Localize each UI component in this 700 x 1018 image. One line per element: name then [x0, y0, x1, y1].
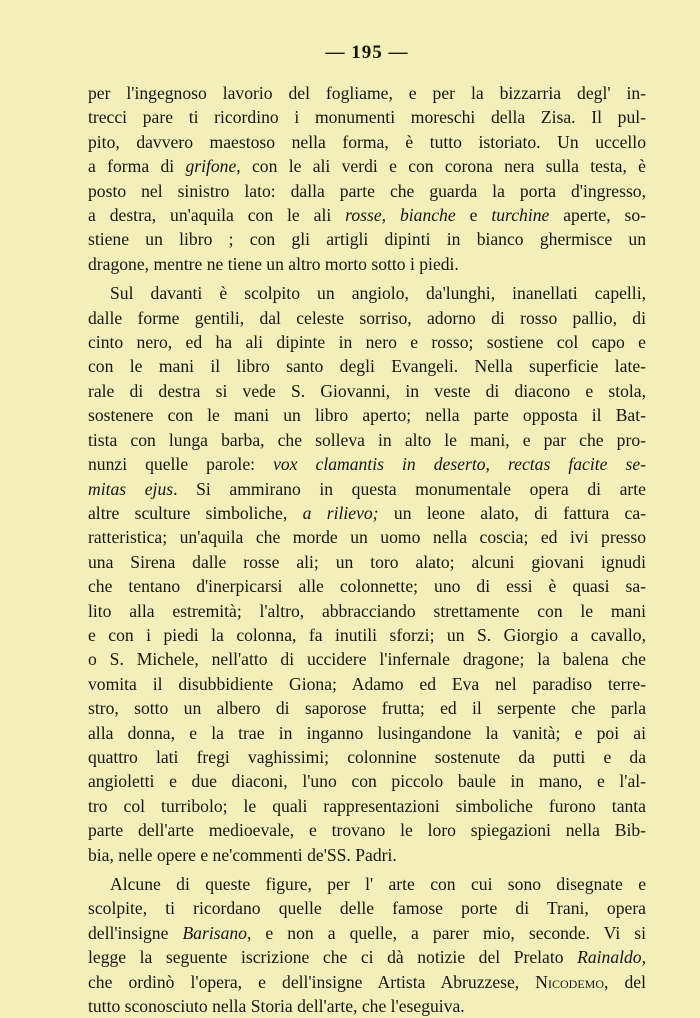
text-run: tista con lunga barba, che solleva in alto le mani, e par che pro-	[88, 429, 646, 450]
small-caps-name: Nicodemo	[535, 971, 605, 992]
text-run: bia, nelle opere e ne'commenti de'SS. Padri.	[88, 844, 397, 865]
text-run: per l'ingegnoso lavorio del fogliame, e per la bizzarria degl' in-	[88, 83, 646, 103]
italic-text: mitas ejus	[88, 478, 174, 499]
italic-text: vox clamantis in deserto, rectas facite se-	[273, 454, 646, 475]
text-line	[88, 623, 646, 647]
text-run: , e non a quelle, a parer mio, seconde. Vi si	[246, 922, 646, 943]
text-run: a destra, un'aquila con le ali	[88, 205, 346, 226]
text-run: aperte, so-	[549, 205, 647, 226]
text-line	[88, 379, 646, 403]
text-run: quattro lati fregi vaghissimi; colonnine sostenute da putti e da	[88, 746, 646, 767]
text-line	[88, 721, 646, 745]
text-run: legge la seguente iscrizione che ci dà notizie del Prelato	[88, 947, 578, 968]
text-line	[88, 599, 646, 623]
text-run: parte dell'arte medioevale, e trovano le loro spiegazioni nella Bib-	[88, 820, 646, 841]
text-line	[88, 745, 646, 769]
text-run: dalle forme gentili, dal celeste sorriso, adorno di rosso pallio, di	[88, 307, 646, 328]
text-line	[88, 994, 646, 1018]
text-run: cinto nero, ed ha ali dipinte in nero e rosso; sostiene col capo e	[88, 332, 646, 353]
text-run: o S. Michele, nell'atto di uccidere l'infernale dragone; la balena che	[88, 649, 646, 670]
text-line	[88, 306, 646, 330]
text-line	[88, 550, 646, 574]
text-run: stro, sotto un albero di saporose frutta; ed il serpente che parla	[88, 698, 646, 719]
paragraph	[88, 872, 646, 1018]
italic-text: rosse, bianche	[345, 205, 456, 226]
text-run: sostenere con le mani un libro aperto; nella parte opposta il Bat-	[88, 405, 646, 426]
text-run: pito, davvero maestoso nella forma, è tutto istoriato. Un uccello	[88, 131, 646, 152]
text-line	[88, 818, 646, 842]
text-run: , del	[604, 971, 646, 992]
text-run: , con le ali verdi e con corona nera sulla testa, è	[236, 156, 646, 177]
text-run: e con i piedi la colonna, fa inutili sforzi; un S. Giorgio a cavallo,	[88, 624, 646, 645]
paragraph	[88, 81, 646, 276]
italic-text: grifone	[185, 156, 237, 177]
text-line	[88, 330, 646, 354]
text-run: che ordinò l'opera, e dell'insigne Artista Abruzzese,	[88, 971, 536, 992]
text-line	[88, 281, 646, 305]
italic-text: turchine	[491, 205, 550, 226]
text-line	[88, 428, 646, 452]
text-run: altre sculture simboliche,	[88, 502, 303, 523]
text-run: ratteristica; un'aquila che morde un uomo nella coscia; ed ivi presso	[88, 527, 646, 548]
text-run: una Sirena dalle rosse ali; un toro alato; alcuni giovani ignudi	[88, 551, 646, 572]
text-line	[88, 672, 646, 696]
text-run: a forma di	[88, 156, 186, 177]
text-run: posto nel sinistro lato: dalla parte che guarda la porta d'ingresso,	[88, 180, 646, 201]
text-line	[88, 769, 646, 793]
text-line	[88, 81, 646, 105]
text-line	[88, 252, 646, 276]
text-line	[88, 354, 646, 378]
body-text	[88, 81, 646, 1018]
text-run: un leone alato, di fattura ca-	[378, 502, 647, 523]
text-line	[88, 203, 646, 227]
text-run: dragone, mentre ne tiene un altro morto sotto i piedi.	[88, 253, 459, 274]
text-run: trecci pare ti ricordino i monumenti moreschi della Zisa. Il pul-	[88, 107, 646, 128]
text-line	[88, 525, 646, 549]
text-line	[88, 945, 646, 969]
text-line	[88, 154, 646, 178]
text-run: scolpite, ti ricordano quelle delle famose porte di Trani, opera	[88, 898, 646, 919]
text-run: Alcune di queste figure, per l' arte con cui sono disegnate e	[110, 874, 646, 894]
text-run: e	[455, 205, 492, 226]
page-number: — 195 —	[325, 42, 409, 63]
text-line	[88, 843, 646, 867]
text-run: vomita il disubbidiente Giona; Adamo ed Eva nel paradiso terre-	[88, 673, 646, 694]
text-run: angioletti e due diaconi, l'uno con piccolo baule in mano, e l'al-	[88, 771, 646, 792]
text-run: tro col turribolo; le quali rappresentazioni simboliche furono tanta	[88, 795, 646, 816]
text-run: con le mani il libro santo degli Evangeli. Nella superficie late-	[88, 356, 646, 377]
text-run: stiene un libro ; con gli artigli dipinti in bianco ghermisce un	[88, 229, 646, 250]
text-line	[88, 452, 646, 476]
italic-text: a rilievo;	[302, 502, 379, 523]
text-line	[88, 896, 646, 920]
text-line	[88, 574, 646, 598]
text-line	[88, 921, 646, 945]
text-run: nunzi quelle parole:	[88, 454, 274, 475]
text-line	[88, 179, 646, 203]
italic-text: Barisano	[182, 922, 247, 943]
paragraph	[88, 281, 646, 867]
text-run: . Si ammirano in questa monumentale opera di arte	[173, 478, 646, 499]
text-line	[88, 403, 646, 427]
text-line	[88, 501, 646, 525]
italic-text: Rainaldo,	[577, 947, 646, 968]
text-line	[88, 696, 646, 720]
text-line	[88, 105, 646, 129]
text-line	[88, 872, 646, 896]
text-run: che tentano d'inerpicarsi alle colonnette; uno di essi è quasi sa-	[88, 576, 646, 597]
text-run: tutto sconosciuto nella Storia dell'arte, che l'eseguiva.	[88, 996, 465, 1017]
text-line	[88, 970, 646, 994]
text-line	[88, 794, 646, 818]
text-run: alla donna, e la trae in inganno lusingandone la vanità; e poi ai	[88, 722, 646, 743]
text-line	[88, 227, 646, 251]
text-run: dell'insigne	[88, 922, 183, 943]
text-line	[88, 477, 646, 501]
text-line	[88, 130, 646, 154]
text-run: Sul davanti è scolpito un angiolo, da'lunghi, inanellati capelli,	[110, 283, 646, 304]
text-run: lito alla estremità; l'altro, abbracciando strettamente con le mani	[88, 600, 646, 621]
text-line	[88, 647, 646, 671]
text-run: rale di destra si vede S. Giovanni, in veste di diacono e stola,	[88, 380, 646, 401]
